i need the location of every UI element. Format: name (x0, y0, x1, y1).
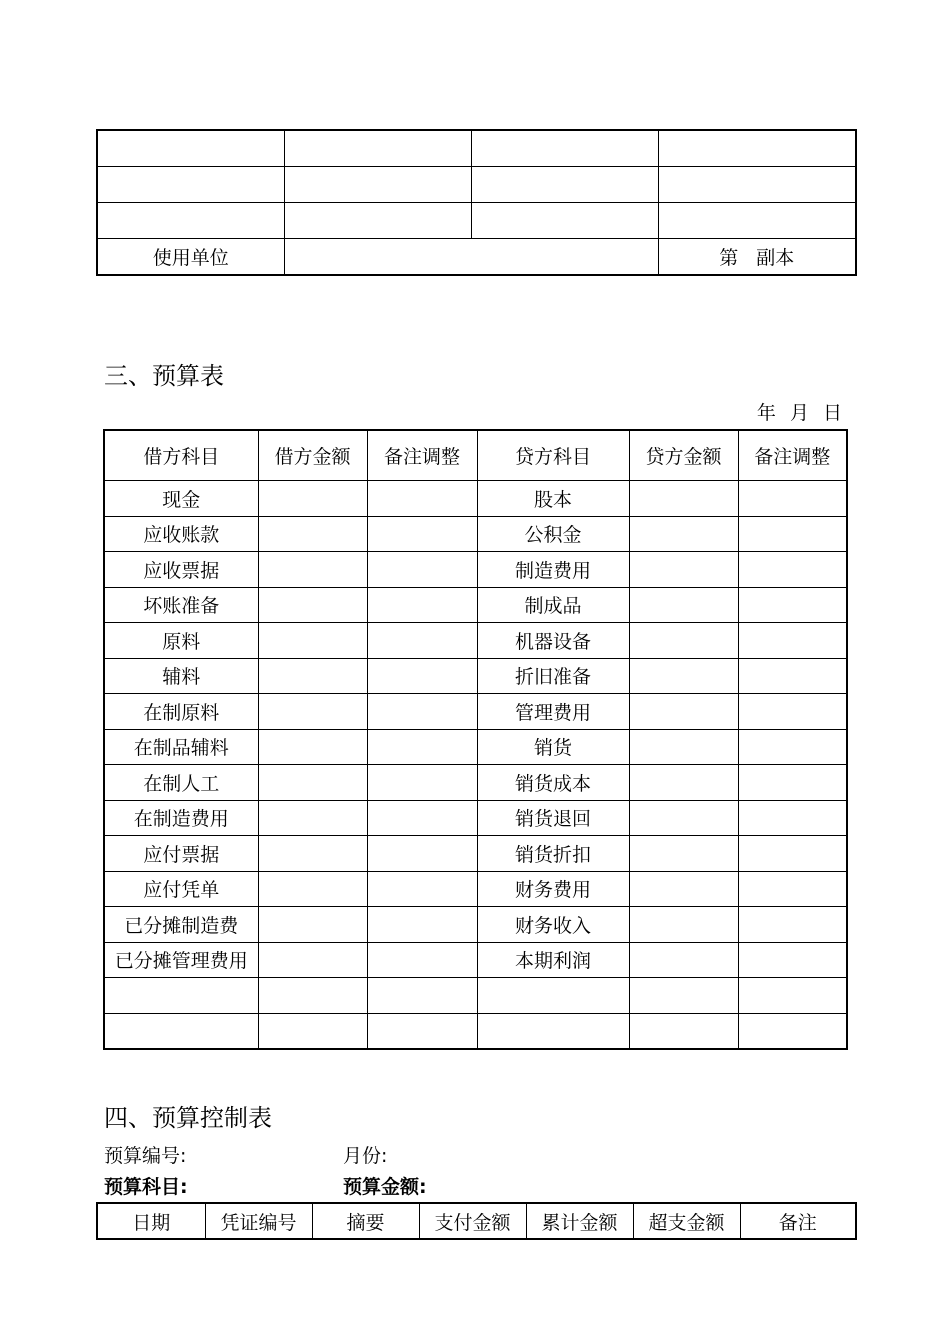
table-cell[interactable] (284, 203, 471, 239)
debit-account-cell: 现金 (104, 481, 258, 517)
debit-remark-cell[interactable] (367, 978, 477, 1014)
top-table (96, 129, 857, 276)
header-overspend-amount: 超支金额 (633, 1203, 740, 1239)
credit-remark-cell[interactable] (738, 978, 847, 1014)
credit-account-cell: 折旧准备 (477, 658, 629, 694)
table-row (104, 623, 847, 659)
credit-account-cell: 财务收入 (477, 907, 629, 943)
debit-remark-cell[interactable] (367, 942, 477, 978)
credit-amount-cell[interactable] (629, 1013, 738, 1049)
table-row (104, 552, 847, 588)
credit-amount-cell[interactable] (629, 836, 738, 872)
credit-account-cell (477, 978, 629, 1014)
credit-amount-cell[interactable] (629, 800, 738, 836)
credit-remark-cell[interactable] (738, 836, 847, 872)
debit-amount-cell[interactable] (258, 836, 367, 872)
debit-amount-cell[interactable] (258, 694, 367, 730)
debit-remark-cell[interactable] (367, 694, 477, 730)
debit-remark-cell[interactable] (367, 1013, 477, 1049)
credit-account-cell: 机器设备 (477, 623, 629, 659)
debit-account-cell: 原料 (104, 623, 258, 659)
credit-remark-cell[interactable] (738, 694, 847, 730)
budget-table (103, 429, 848, 1050)
table-row (104, 942, 847, 978)
credit-account-cell: 制成品 (477, 587, 629, 623)
table-row (97, 203, 856, 239)
header-debit-amount: 借方金额 (258, 430, 367, 481)
header-credit-amount: 贷方金额 (629, 430, 738, 481)
usage-unit-field[interactable] (284, 239, 658, 276)
header-cumulative-amount: 累计金额 (526, 1203, 633, 1239)
debit-account-cell: 辅料 (104, 658, 258, 694)
table-row (104, 907, 847, 943)
credit-amount-cell[interactable] (629, 694, 738, 730)
credit-remark-cell[interactable] (738, 552, 847, 588)
table-cell[interactable] (658, 203, 856, 239)
debit-remark-cell[interactable] (367, 836, 477, 872)
debit-amount-cell[interactable] (258, 729, 367, 765)
credit-remark-cell[interactable] (738, 587, 847, 623)
debit-account-cell (104, 1013, 258, 1049)
credit-remark-cell[interactable] (738, 800, 847, 836)
table-cell[interactable] (97, 203, 284, 239)
debit-account-cell (104, 978, 258, 1014)
header-credit-account: 贷方科目 (477, 430, 629, 481)
debit-amount-cell[interactable] (258, 658, 367, 694)
debit-amount-cell[interactable] (258, 623, 367, 659)
budget-body (104, 481, 847, 1050)
table-row (104, 871, 847, 907)
debit-remark-cell[interactable] (367, 729, 477, 765)
table-cell[interactable] (658, 167, 856, 203)
debit-account-cell: 已分摊管理费用 (104, 942, 258, 978)
table-row (104, 800, 847, 836)
control-table (96, 1202, 857, 1240)
debit-account-cell: 在制造费用 (104, 800, 258, 836)
table-cell[interactable] (658, 130, 856, 167)
header-debit-remark: 备注调整 (367, 430, 477, 481)
credit-remark-cell[interactable] (738, 1013, 847, 1049)
table-row (97, 130, 856, 167)
debit-account-cell: 在制品辅料 (104, 729, 258, 765)
credit-account-cell: 销货折扣 (477, 836, 629, 872)
debit-account-cell: 在制原料 (104, 694, 258, 730)
debit-amount-cell[interactable] (258, 481, 367, 517)
month-label: 月份: (343, 1145, 388, 1167)
credit-amount-cell[interactable] (629, 587, 738, 623)
table-row (104, 836, 847, 872)
table-cell[interactable] (471, 167, 658, 203)
header-date: 日期 (97, 1203, 205, 1239)
debit-amount-cell[interactable] (258, 800, 367, 836)
debit-account-cell: 已分摊制造费 (104, 907, 258, 943)
debit-remark-cell[interactable] (367, 658, 477, 694)
credit-amount-cell[interactable] (629, 623, 738, 659)
credit-remark-cell[interactable] (738, 481, 847, 517)
credit-account-cell: 本期利润 (477, 942, 629, 978)
copy-label: 第 副本 (658, 239, 856, 276)
budget-amount-label: 预算金额: (343, 1176, 427, 1198)
table-cell[interactable] (471, 203, 658, 239)
budget-section-title: 三、预算表 (104, 362, 224, 390)
header-payment-amount: 支付金额 (419, 1203, 526, 1239)
table-row (104, 729, 847, 765)
credit-remark-cell[interactable] (738, 729, 847, 765)
credit-amount-cell[interactable] (629, 516, 738, 552)
credit-amount-cell[interactable] (629, 481, 738, 517)
debit-remark-cell[interactable] (367, 871, 477, 907)
table-row (104, 587, 847, 623)
header-credit-remark: 备注调整 (738, 430, 847, 481)
credit-amount-cell[interactable] (629, 552, 738, 588)
usage-unit-label: 使用单位 (97, 239, 284, 276)
debit-remark-cell[interactable] (367, 623, 477, 659)
debit-amount-cell[interactable] (258, 942, 367, 978)
control-section-title: 四、预算控制表 (104, 1104, 272, 1132)
credit-amount-cell[interactable] (629, 658, 738, 694)
credit-account-cell: 股本 (477, 481, 629, 517)
credit-account-cell: 销货 (477, 729, 629, 765)
table-cell[interactable] (284, 130, 471, 167)
debit-account-cell: 应付凭单 (104, 871, 258, 907)
header-voucher-no: 凭证编号 (205, 1203, 312, 1239)
budget-subject-label: 预算科目: (104, 1176, 188, 1198)
budget-code-label: 预算编号: (104, 1145, 187, 1167)
credit-remark-cell[interactable] (738, 765, 847, 801)
credit-account-cell (477, 1013, 629, 1049)
table-cell[interactable] (471, 130, 658, 167)
debit-account-cell: 坏账准备 (104, 587, 258, 623)
debit-amount-cell[interactable] (258, 516, 367, 552)
credit-remark-cell[interactable] (738, 658, 847, 694)
table-cell[interactable] (284, 167, 471, 203)
credit-amount-cell[interactable] (629, 871, 738, 907)
credit-account-cell: 销货成本 (477, 765, 629, 801)
debit-amount-cell[interactable] (258, 1013, 367, 1049)
debit-account-cell: 应收票据 (104, 552, 258, 588)
debit-remark-cell[interactable] (367, 765, 477, 801)
table-row (104, 694, 847, 730)
debit-amount-cell[interactable] (258, 587, 367, 623)
date-line: 年 月 日 (756, 402, 846, 424)
debit-amount-cell[interactable] (258, 871, 367, 907)
credit-account-cell: 财务费用 (477, 871, 629, 907)
credit-account-cell: 管理费用 (477, 694, 629, 730)
debit-account-cell: 应付票据 (104, 836, 258, 872)
debit-amount-cell[interactable] (258, 765, 367, 801)
header-remark: 备注 (740, 1203, 856, 1239)
table-row (97, 239, 856, 276)
table-row (104, 481, 847, 517)
table-row (104, 658, 847, 694)
table-row (104, 765, 847, 801)
credit-remark-cell[interactable] (738, 623, 847, 659)
budget-header-row (104, 430, 847, 481)
credit-remark-cell[interactable] (738, 871, 847, 907)
debit-remark-cell[interactable] (367, 800, 477, 836)
debit-remark-cell[interactable] (367, 552, 477, 588)
credit-amount-cell[interactable] (629, 907, 738, 943)
header-summary: 摘要 (312, 1203, 419, 1239)
credit-amount-cell[interactable] (629, 978, 738, 1014)
credit-amount-cell[interactable] (629, 765, 738, 801)
header-debit-account: 借方科目 (104, 430, 258, 481)
credit-amount-cell[interactable] (629, 942, 738, 978)
debit-remark-cell[interactable] (367, 587, 477, 623)
credit-remark-cell[interactable] (738, 907, 847, 943)
table-row (97, 167, 856, 203)
debit-remark-cell[interactable] (367, 907, 477, 943)
credit-remark-cell[interactable] (738, 942, 847, 978)
credit-amount-cell[interactable] (629, 729, 738, 765)
credit-remark-cell[interactable] (738, 516, 847, 552)
credit-account-cell: 销货退回 (477, 800, 629, 836)
table-cell[interactable] (97, 167, 284, 203)
credit-account-cell: 公积金 (477, 516, 629, 552)
debit-amount-cell[interactable] (258, 978, 367, 1014)
debit-remark-cell[interactable] (367, 481, 477, 517)
table-row (104, 516, 847, 552)
debit-account-cell: 在制人工 (104, 765, 258, 801)
debit-remark-cell[interactable] (367, 516, 477, 552)
control-header-row (97, 1203, 856, 1239)
debit-amount-cell[interactable] (258, 907, 367, 943)
table-row (104, 978, 847, 1014)
table-cell[interactable] (97, 130, 284, 167)
credit-account-cell: 制造费用 (477, 552, 629, 588)
debit-amount-cell[interactable] (258, 552, 367, 588)
debit-account-cell: 应收账款 (104, 516, 258, 552)
table-row (104, 1013, 847, 1049)
